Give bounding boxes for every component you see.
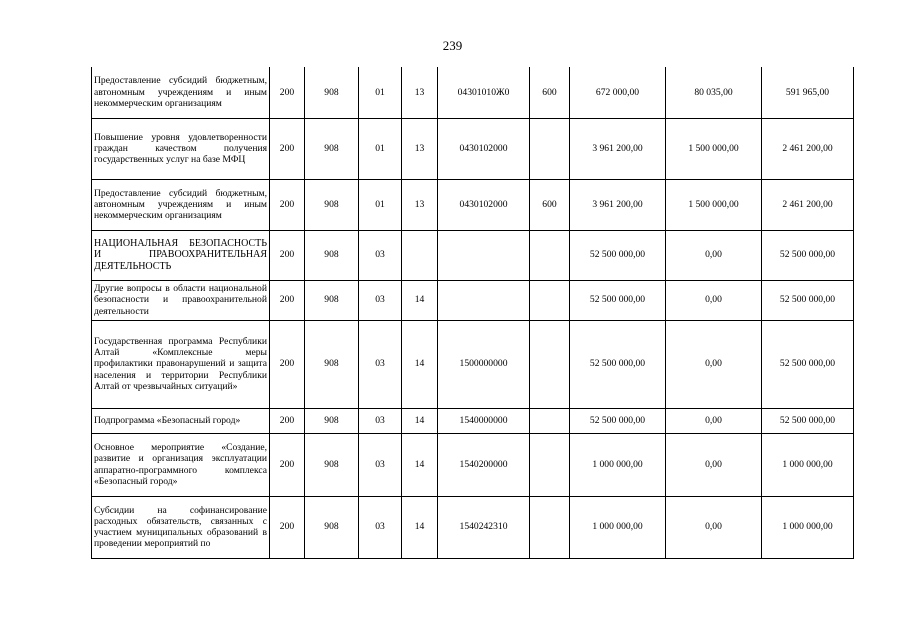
cell-code: 600 xyxy=(530,67,570,118)
cell-code: 04301010Ж0 xyxy=(438,67,530,118)
cell-code: 200 xyxy=(270,320,305,408)
cell-amount: 2 461 200,00 xyxy=(762,118,854,179)
cell-code: 03 xyxy=(359,496,402,558)
table-row xyxy=(92,408,854,433)
row-name: Подпрограмма «Безопасный город» xyxy=(92,408,270,433)
cell-code: 14 xyxy=(402,320,438,408)
cell-amount: 0,00 xyxy=(666,230,762,280)
cell-code: 14 xyxy=(402,433,438,496)
cell-code: 03 xyxy=(359,230,402,280)
cell-code xyxy=(402,230,438,280)
cell-amount: 52 500 000,00 xyxy=(762,408,854,433)
cell-code: 200 xyxy=(270,118,305,179)
cell-code: 908 xyxy=(305,118,359,179)
cell-code: 03 xyxy=(359,320,402,408)
table-row xyxy=(92,67,854,118)
cell-code: 200 xyxy=(270,433,305,496)
cell-amount: 1 000 000,00 xyxy=(762,496,854,558)
budget-table xyxy=(91,67,854,559)
cell-amount: 1 000 000,00 xyxy=(762,433,854,496)
cell-amount: 0,00 xyxy=(666,433,762,496)
cell-amount: 52 500 000,00 xyxy=(762,280,854,320)
row-name: НАЦИОНАЛЬНАЯ БЕЗОПАСНОСТЬ И ПРАВООХРАНИТЕЛЬНАЯ ДЕЯТЕЛЬНОСТЬ xyxy=(92,230,270,280)
table-row xyxy=(92,433,854,496)
row-name: Государственная программа Республики Алтай «Комплексные меры профилактики правонарушений и защита населения и территории Республики Алтай от чрезвычайных ситуаций» xyxy=(92,320,270,408)
cell-code: 200 xyxy=(270,408,305,433)
cell-code: 200 xyxy=(270,280,305,320)
cell-code xyxy=(438,280,530,320)
table-row xyxy=(92,179,854,230)
cell-amount: 52 500 000,00 xyxy=(762,230,854,280)
cell-code xyxy=(530,280,570,320)
row-name: Повышение уровня удовлетворенности граждан качеством получения государственных услуг на базе МФЦ xyxy=(92,118,270,179)
cell-code: 13 xyxy=(402,179,438,230)
cell-code: 1540200000 xyxy=(438,433,530,496)
cell-code: 13 xyxy=(402,118,438,179)
table-row xyxy=(92,118,854,179)
table-row xyxy=(92,280,854,320)
cell-code: 01 xyxy=(359,67,402,118)
cell-code: 908 xyxy=(305,496,359,558)
cell-amount: 0,00 xyxy=(666,280,762,320)
cell-amount: 52 500 000,00 xyxy=(570,320,666,408)
cell-code: 0430102000 xyxy=(438,118,530,179)
cell-code: 14 xyxy=(402,496,438,558)
cell-amount: 1 500 000,00 xyxy=(666,179,762,230)
cell-amount: 1 000 000,00 xyxy=(570,433,666,496)
row-name: Предоставление субсидий бюджетным, автономным учреждениям и иным некоммерческим организациям xyxy=(92,67,270,118)
cell-code: 0430102000 xyxy=(438,179,530,230)
cell-code xyxy=(530,408,570,433)
cell-code: 200 xyxy=(270,230,305,280)
cell-code: 908 xyxy=(305,408,359,433)
cell-amount: 0,00 xyxy=(666,496,762,558)
cell-code: 908 xyxy=(305,320,359,408)
cell-code: 01 xyxy=(359,118,402,179)
cell-code: 1540000000 xyxy=(438,408,530,433)
cell-code xyxy=(530,230,570,280)
cell-code: 14 xyxy=(402,280,438,320)
cell-code: 200 xyxy=(270,67,305,118)
cell-code: 03 xyxy=(359,408,402,433)
cell-code: 908 xyxy=(305,230,359,280)
cell-code: 14 xyxy=(402,408,438,433)
cell-amount: 1 000 000,00 xyxy=(570,496,666,558)
cell-code: 1540242310 xyxy=(438,496,530,558)
cell-code: 600 xyxy=(530,179,570,230)
cell-code: 200 xyxy=(270,496,305,558)
cell-amount: 591 965,00 xyxy=(762,67,854,118)
cell-code: 200 xyxy=(270,179,305,230)
table-row xyxy=(92,320,854,408)
cell-code: 908 xyxy=(305,67,359,118)
table-row xyxy=(92,496,854,558)
cell-code xyxy=(530,496,570,558)
row-name: Предоставление субсидий бюджетным, автономным учреждениям и иным некоммерческим организациям xyxy=(92,179,270,230)
cell-code: 03 xyxy=(359,433,402,496)
cell-amount: 0,00 xyxy=(666,320,762,408)
cell-code: 13 xyxy=(402,67,438,118)
cell-amount: 2 461 200,00 xyxy=(762,179,854,230)
cell-amount: 52 500 000,00 xyxy=(570,408,666,433)
cell-code xyxy=(530,433,570,496)
cell-amount: 1 500 000,00 xyxy=(666,118,762,179)
page-number: 239 xyxy=(442,38,463,53)
cell-code xyxy=(438,230,530,280)
cell-amount: 0,00 xyxy=(666,408,762,433)
cell-code: 01 xyxy=(359,179,402,230)
cell-amount: 672 000,00 xyxy=(570,67,666,118)
cell-code: 908 xyxy=(305,179,359,230)
table-row xyxy=(92,230,854,280)
row-name: Основное мероприятие «Создание, развитие и организация эксплуатации аппаратно-программного комплекса «Безопасный город» xyxy=(92,433,270,496)
cell-code: 908 xyxy=(305,433,359,496)
cell-code: 03 xyxy=(359,280,402,320)
row-name: Другие вопросы в области национальной безопасности и правоохранительной деятельности xyxy=(92,280,270,320)
cell-amount: 52 500 000,00 xyxy=(570,280,666,320)
cell-code xyxy=(530,320,570,408)
cell-amount: 80 035,00 xyxy=(666,67,762,118)
cell-amount: 3 961 200,00 xyxy=(570,118,666,179)
cell-amount: 3 961 200,00 xyxy=(570,179,666,230)
row-name: Субсидии на софинансирование расходных обязательств, связанных с участием муниципальных образований в проведении мероприятий по xyxy=(92,496,270,558)
cell-code: 1500000000 xyxy=(438,320,530,408)
cell-amount: 52 500 000,00 xyxy=(762,320,854,408)
cell-amount: 52 500 000,00 xyxy=(570,230,666,280)
cell-code xyxy=(530,118,570,179)
cell-code: 908 xyxy=(305,280,359,320)
